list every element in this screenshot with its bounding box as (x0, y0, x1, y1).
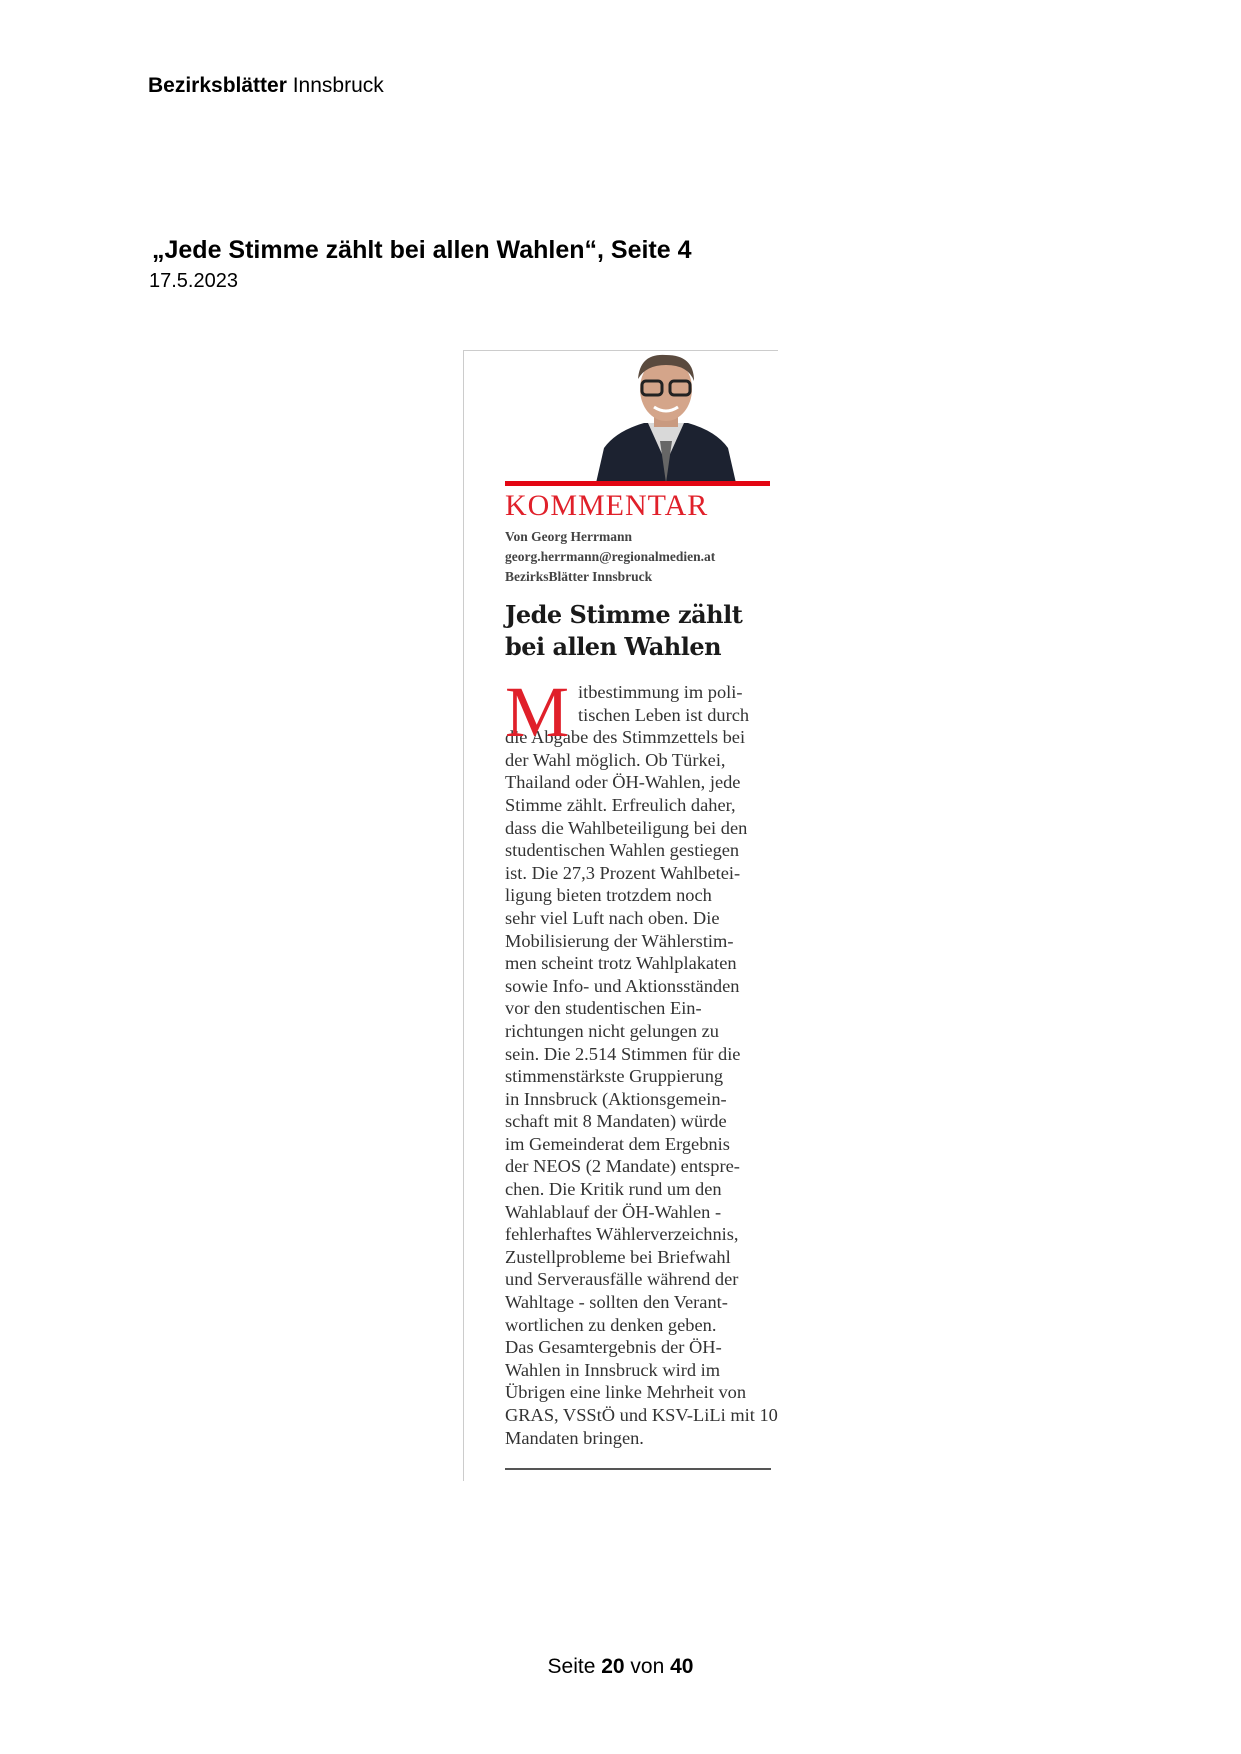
body-line: fehlerhaftes Wählerverzeichnis, (505, 1224, 739, 1245)
section-label: KOMMENTAR (505, 489, 709, 522)
body-line: studentischen Wahlen gestiegen (505, 840, 740, 861)
body-line: die Abgabe des Stimmzettels bei (505, 727, 746, 748)
article-clipping (463, 350, 778, 1481)
body-line: stimmenstärkste Gruppierung (505, 1066, 724, 1087)
body-line: im Gemeinderat dem Ergebnis (505, 1133, 730, 1154)
brand-city: Innsbruck (286, 74, 384, 97)
body-line: itbestimmung im poli- (578, 682, 743, 702)
body-line: Wahlen in Innsbruck wird im (505, 1359, 721, 1380)
body-line: der NEOS (2 Mandate) entspre- (505, 1156, 740, 1177)
body-line: wortlichen zu denken geben. (505, 1314, 717, 1335)
body-line: Mobilisierung der Wählerstim- (505, 930, 734, 951)
body-line: ist. Die 27,3 Prozent Wahlbetei- (505, 862, 741, 883)
body-line: chen. Die Kritik rund um den (505, 1179, 722, 1200)
article-end-rule (505, 1468, 771, 1470)
body-line: richtungen nicht gelungen zu (505, 1020, 719, 1041)
body-line: Das Gesamtergebnis der ÖH- (505, 1337, 722, 1358)
document-title: „Jede Stimme zählt bei allen Wahlen“, Seite 4 (152, 236, 692, 264)
body-line: Thailand oder ÖH-Wahlen, jede (505, 772, 741, 793)
footer-middle: von (624, 1655, 671, 1678)
article-body (505, 672, 778, 1449)
body-line: in Innsbruck (Aktionsgemein- (505, 1088, 727, 1109)
headline-line: bei allen Wahlen (505, 632, 722, 661)
body-line: Mandaten bringen. (505, 1427, 644, 1448)
drop-cap: M (505, 672, 570, 752)
body-line: und Serverausfälle während der (505, 1269, 739, 1290)
body-line: sein. Die 2.514 Stimmen für die (505, 1043, 741, 1064)
body-line: sowie Info- und Aktionsständen (505, 975, 740, 996)
footer-prefix: Seite (547, 1655, 602, 1678)
total-pages: 40 (670, 1655, 694, 1678)
publication-header (148, 74, 384, 98)
article-publication: BezirksBlätter Innsbruck (505, 569, 653, 584)
body-line: Übrigen eine linke Mehrheit von (505, 1382, 747, 1403)
body-line: Wahltage - sollten den Verant- (505, 1292, 728, 1313)
body-line: der Wahl möglich. Ob Türkei, (505, 749, 726, 770)
body-line: schaft mit 8 Mandaten) würde (505, 1111, 727, 1132)
headline-line: Jede Stimme zählt (505, 600, 743, 629)
document-date: 17.5.2023 (149, 270, 238, 292)
body-line: dass die Wahlbeteiligung bei den (505, 817, 748, 838)
page-footer (0, 1655, 1241, 1679)
section-rule (505, 481, 770, 486)
brand-bold: Bezirksblätter (148, 74, 287, 97)
body-line: ligung bieten trotzdem noch (505, 885, 712, 906)
author-email: georg.herrmann@regionalmedien.at (505, 549, 716, 564)
body-line: Stimme zählt. Erfreulich daher, (505, 794, 736, 815)
body-line: Wahlablauf der ÖH-Wahlen - (505, 1201, 722, 1222)
current-page: 20 (601, 1655, 625, 1678)
body-line: vor den studentischen Ein- (505, 998, 702, 1019)
author-byline: Von Georg Herrmann (505, 529, 632, 544)
body-line: Zustellprobleme bei Briefwahl (505, 1246, 731, 1267)
body-line: men scheint trotz Wahlplakaten (505, 953, 737, 974)
body-line: sehr viel Luft nach oben. Die (505, 907, 720, 928)
article-headline (505, 599, 742, 663)
author-photo (596, 353, 736, 483)
body-line: GRAS, VSStÖ und KSV-LiLi mit 10 (505, 1405, 778, 1425)
body-line: tischen Leben ist durch (578, 704, 750, 725)
